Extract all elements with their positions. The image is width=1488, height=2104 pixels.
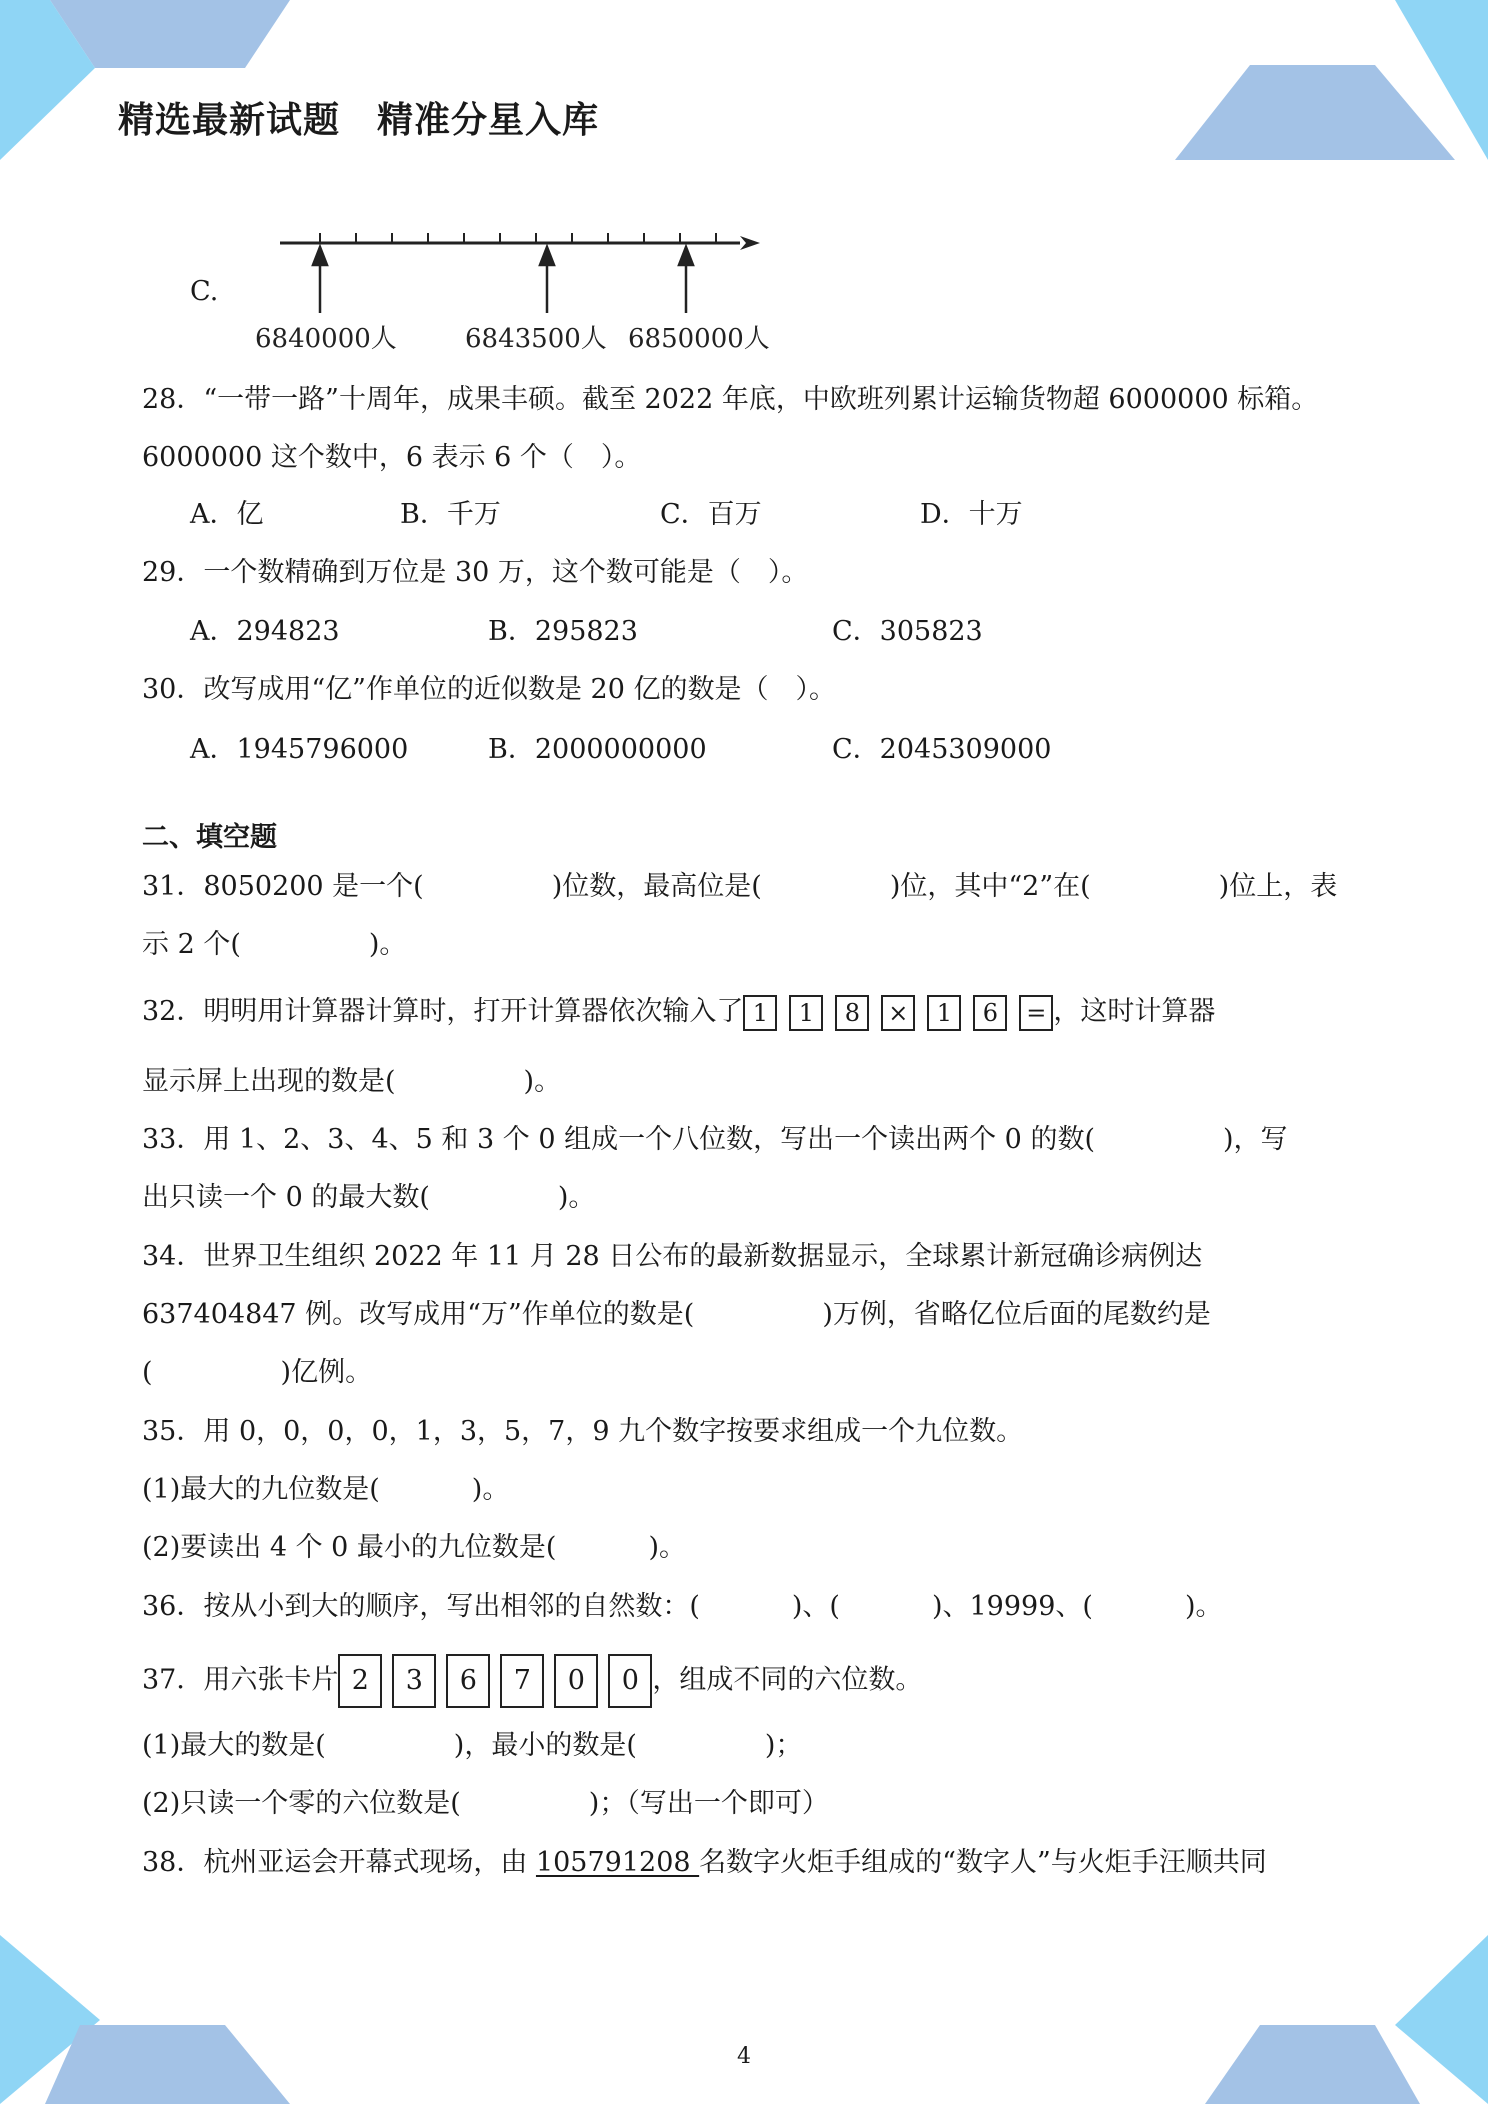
q37-text: )，最小的数是( xyxy=(453,1730,637,1761)
q35-text: (2)要读出 4 个 0 最小的九位数是( xyxy=(142,1532,557,1563)
arrow-right-icon xyxy=(740,236,760,250)
q32-text: 32．明明用计算器计算时，打开计算器依次输入了 xyxy=(142,996,744,1027)
q31-text: )。 xyxy=(368,929,407,960)
q29-option-b[interactable]: B．295823 xyxy=(488,616,638,647)
q28-option-a[interactable]: A．亿 xyxy=(190,499,264,530)
calculator-key: 1 xyxy=(743,995,777,1031)
number-card: 0 xyxy=(554,1654,598,1708)
q38-text: 38．杭州亚运会开幕式现场，由 xyxy=(142,1847,536,1878)
number-card: 6 xyxy=(446,1654,490,1708)
q36-text: )、19999、( xyxy=(931,1591,1093,1622)
number-line xyxy=(255,225,770,360)
calculator-key: 6 xyxy=(973,995,1007,1031)
q37-text: )； xyxy=(764,1730,803,1761)
tick-label: 6840000人 xyxy=(255,324,397,354)
calculator-key: = xyxy=(1019,995,1053,1031)
q37-text: ，组成不同的六位数。 xyxy=(652,1664,923,1696)
q33-text: )。 xyxy=(557,1182,596,1213)
number-card: 0 xyxy=(608,1654,652,1708)
calculator-key: 1 xyxy=(927,995,961,1031)
q32-text: ，这时计算器 xyxy=(1053,996,1216,1027)
q32-text: 显示屏上出现的数是( xyxy=(142,1066,396,1097)
q30-option-a[interactable]: A．1945796000 xyxy=(190,734,409,765)
q32-line2 xyxy=(142,1062,561,1102)
q37-text: )；（写出一个即可） xyxy=(588,1788,829,1819)
arrow-up-icon xyxy=(679,247,693,265)
q31-text: 示 2 个( xyxy=(142,929,241,960)
q31-text: )位，其中“2”在( xyxy=(889,871,1091,902)
q37-sub1 xyxy=(142,1726,802,1766)
calculator-key: 8 xyxy=(835,995,869,1031)
q37-line1 xyxy=(142,1654,922,1708)
q31-line2 xyxy=(142,925,406,965)
q37-text: 37．用六张卡片 xyxy=(142,1664,339,1696)
q32-text: )。 xyxy=(523,1066,562,1097)
tick-label: 6850000人 xyxy=(628,324,770,354)
q31-text: 31．8050200 是一个( xyxy=(142,871,424,902)
header-title: 精选最新试题 精准分星入库 xyxy=(118,100,600,141)
q35-text: )。 xyxy=(648,1532,687,1563)
q29-option-c[interactable]: C．305823 xyxy=(832,616,983,647)
q35-line1: 35．用 0，0，0，0，1，3，5，7，9 九个数字按要求组成一个九位数。 xyxy=(142,1416,1024,1447)
q28-line2: 6000000 这个数中，6 表示 6 个（ ）。 xyxy=(142,442,642,473)
q34-line1: 34．世界卫生组织 2022 年 11 月 28 日公布的最新数据显示，全球累计新冠确诊病例达 xyxy=(142,1241,1203,1272)
q31-text: )位上，表 xyxy=(1218,871,1338,902)
q34-text: )亿例。 xyxy=(280,1357,373,1388)
q31-line1 xyxy=(142,867,1337,907)
tick-label: 6843500人 xyxy=(465,324,607,354)
q38-text: 名数字火炬手组成的“数字人”与火炬手汪顺共同 xyxy=(699,1847,1267,1878)
q35-sub2 xyxy=(142,1528,686,1568)
q28-option-b[interactable]: B．千万 xyxy=(400,499,501,530)
number-card: 2 xyxy=(338,1654,382,1708)
q34-text: ( xyxy=(142,1357,153,1388)
number-card: 7 xyxy=(500,1654,544,1708)
arrow-up-icon xyxy=(313,247,327,265)
q27-option-c-label: C. xyxy=(190,276,219,307)
calculator-key: 1 xyxy=(789,995,823,1031)
q28-line1: 28．“一带一路”十周年，成果丰硕。截至 2022 年底，中欧班列累计运输货物超 6000000 标箱。 xyxy=(142,384,1319,415)
q34-line3 xyxy=(142,1353,372,1393)
section-title: 二、填空题 xyxy=(142,822,277,853)
q28-option-d[interactable]: D．十万 xyxy=(920,499,1023,530)
q33-line1 xyxy=(142,1120,1288,1160)
q34-text: 637404847 例。改写成用“万”作单位的数是( xyxy=(142,1299,695,1330)
q35-sub1 xyxy=(142,1470,509,1510)
q32-line1 xyxy=(142,992,1215,1032)
q29-option-a[interactable]: A．294823 xyxy=(190,616,340,647)
q37-text: (1)最大的数是( xyxy=(142,1730,326,1761)
q37-sub2 xyxy=(142,1784,829,1824)
q30-option-c[interactable]: C．2045309000 xyxy=(832,734,1052,765)
q33-text: 33．用 1、2、3、4、5 和 3 个 0 组成一个八位数，写出一个读出两个 0 的数( xyxy=(142,1124,1095,1155)
q33-line2 xyxy=(142,1178,595,1218)
page-number: 4 xyxy=(737,2044,751,2069)
q35-text: )。 xyxy=(471,1474,510,1505)
arrow-up-icon xyxy=(540,247,554,265)
q33-text: )，写 xyxy=(1222,1124,1288,1155)
q37-text: (2)只读一个零的六位数是( xyxy=(142,1788,461,1819)
q36-text: )。 xyxy=(1184,1591,1223,1622)
q33-text: 出只读一个 0 的最大数( xyxy=(142,1182,430,1213)
q36-text: 36．按从小到大的顺序，写出相邻的自然数：( xyxy=(142,1591,700,1622)
q34-text: )万例，省略亿位后面的尾数约是 xyxy=(822,1299,1211,1330)
q38-line1 xyxy=(142,1843,1267,1883)
q34-line2 xyxy=(142,1295,1211,1335)
q29-line1: 29．一个数精确到万位是 30 万，这个数可能是（ ）。 xyxy=(142,557,809,588)
q30-line1: 30．改写成用“亿”作单位的近似数是 20 亿的数是（ ）。 xyxy=(142,674,836,705)
q31-text: )位数，最高位是( xyxy=(551,871,762,902)
q36-text: )、( xyxy=(791,1591,840,1622)
q36-line1 xyxy=(142,1587,1222,1627)
calculator-key: × xyxy=(881,995,915,1031)
q28-option-c[interactable]: C．百万 xyxy=(660,499,762,530)
number-card: 3 xyxy=(392,1654,436,1708)
q35-text: (1)最大的九位数是( xyxy=(142,1474,380,1505)
q30-option-b[interactable]: B．2000000000 xyxy=(488,734,707,765)
q38-underlined-number: 105791208 xyxy=(535,1847,700,1878)
